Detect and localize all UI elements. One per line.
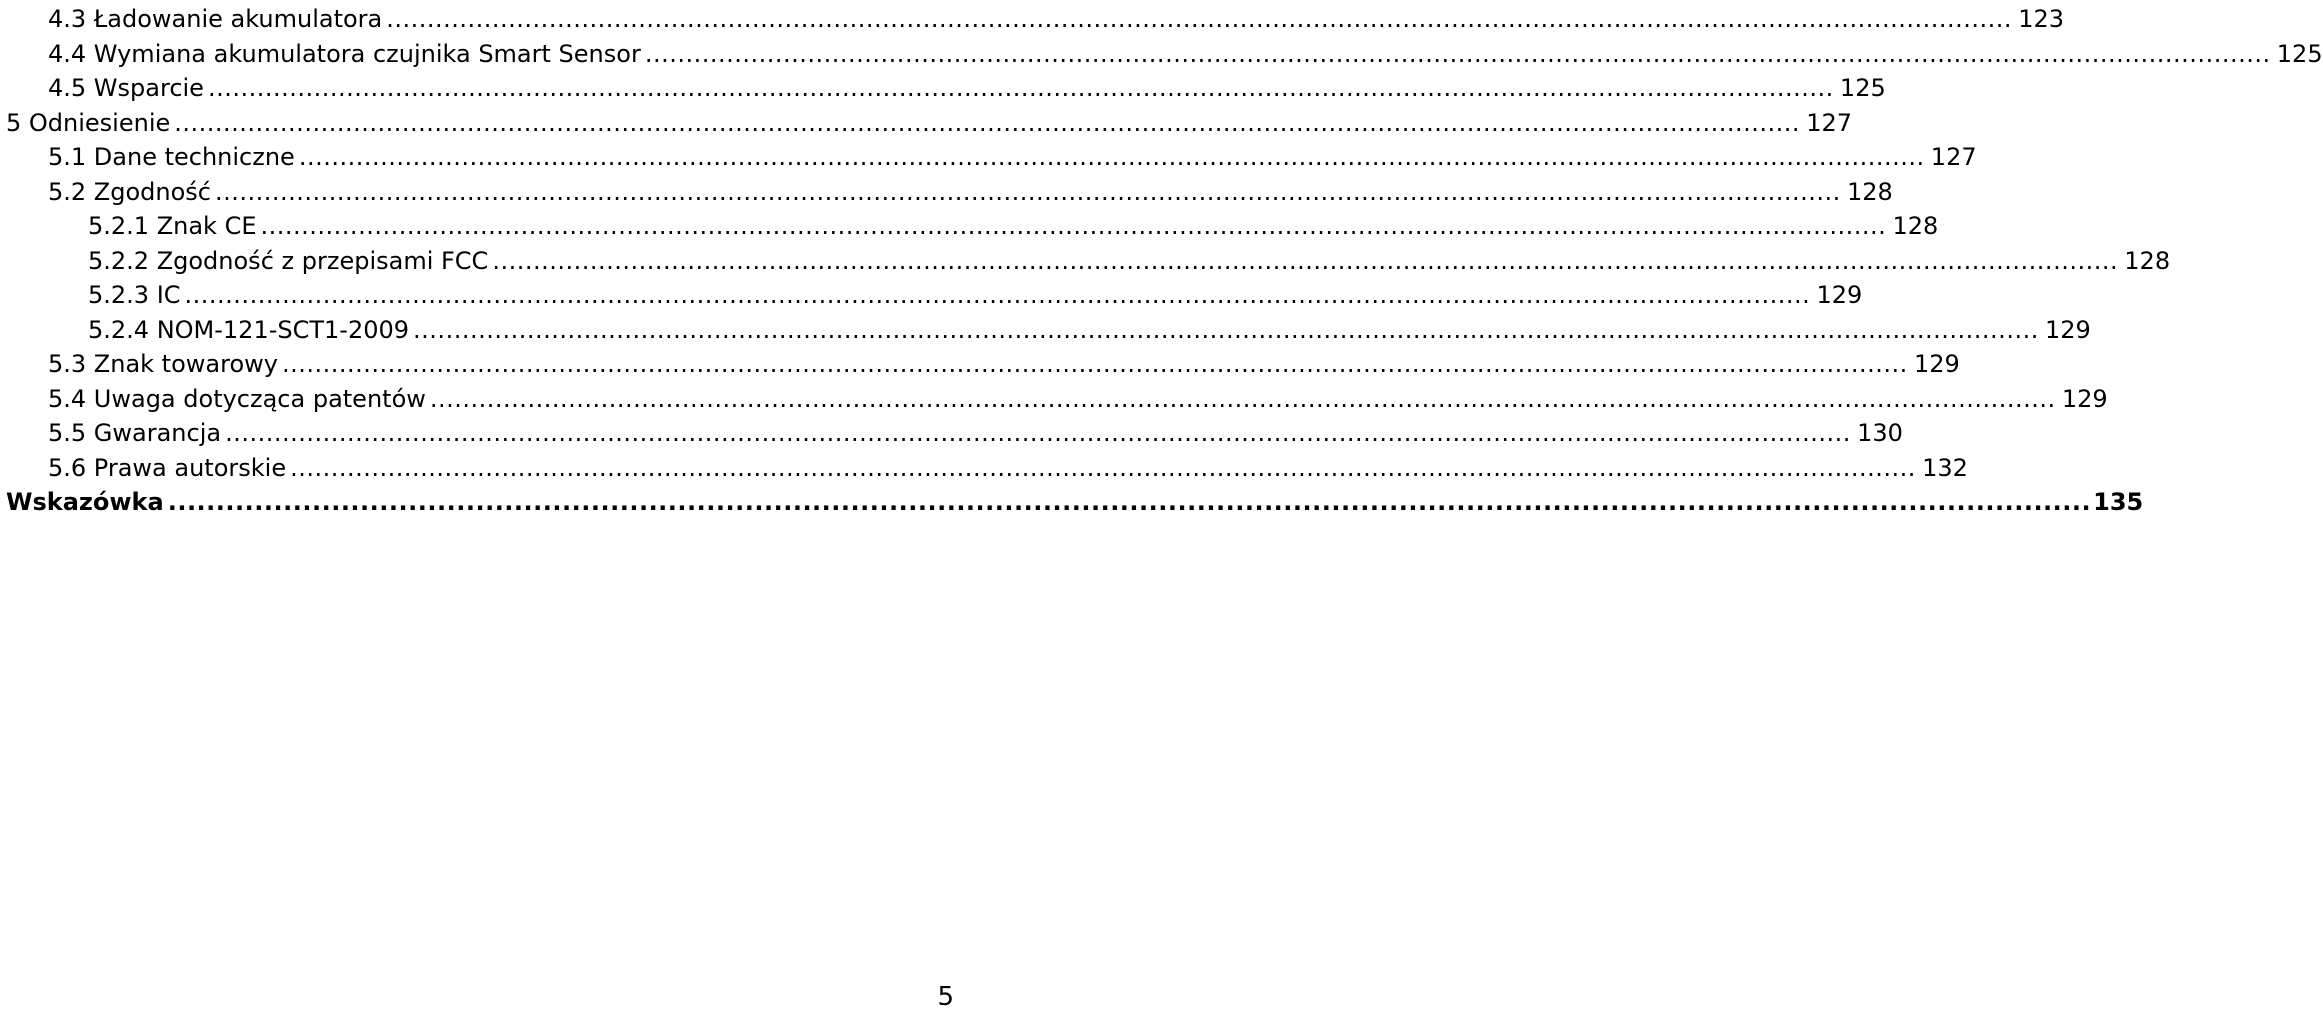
toc-entry-page: 128 [2124, 246, 2171, 275]
toc-entry-page: 135 [2093, 488, 2144, 516]
toc-entry-page: 129 [1913, 350, 1960, 378]
toc-entry[interactable] [88, 313, 2091, 347]
toc-entry-title: 5.2.2 Zgodność z przepisami FCC [88, 246, 489, 275]
toc-entry-title: Wskazówka [6, 488, 164, 516]
toc-dot-leader: ........................................................................................................................................................................................................ [167, 488, 2092, 516]
toc-entry-title: 4.5 Wsparcie [48, 74, 204, 102]
toc-entry-page: 127 [1930, 143, 1977, 171]
toc-entry-title: 5.6 Prawa autorskie [48, 453, 287, 482]
toc-entry[interactable] [48, 416, 1903, 450]
toc-entry[interactable] [48, 347, 1960, 381]
toc-dot-leader: ........................................................................................................................................................................................................ [281, 350, 1908, 378]
toc-dot-leader: ........................................................................................................................................................................................................ [214, 177, 1841, 206]
toc-dot-leader: ........................................................................................................................................................................................................ [386, 5, 2013, 33]
toc-entry[interactable] [48, 71, 1886, 105]
toc-entry-page: 123 [2018, 5, 2065, 33]
toc-entry-page: 129 [2061, 384, 2108, 413]
toc-dot-leader: ........................................................................................................................................................................................................ [429, 384, 2056, 413]
toc-dot-leader: ........................................................................................................................................................................................................ [644, 39, 2271, 68]
toc-entry-page: 128 [1846, 177, 1893, 206]
toc-entry-title: 4.3 Ładowanie akumulatora [48, 5, 383, 33]
toc-entry[interactable] [48, 2, 2065, 36]
toc-entry[interactable] [6, 485, 2144, 519]
toc-dot-leader: ........................................................................................................................................................................................................ [207, 74, 1834, 102]
toc-entry[interactable] [48, 451, 1968, 485]
toc-entry-page: 127 [1806, 108, 1853, 137]
toc-entry-page: 129 [1816, 281, 1863, 309]
toc-dot-leader: ........................................................................................................................................................................................................ [290, 453, 1916, 482]
toc-entry-title: 5.1 Dane techniczne [48, 143, 295, 171]
toc-dot-leader: ........................................................................................................................................................................................................ [174, 108, 1801, 137]
toc-entry-page: 129 [2045, 315, 2091, 344]
toc-entry-title: 5.5 Gwarancja [48, 419, 222, 447]
toc-dot-leader: ........................................................................................................................................................................................................ [298, 143, 1925, 171]
toc-entry[interactable] [48, 37, 2323, 71]
toc-entry-title: 4.4 Wymiana akumulatora czujnika Smart Sensor [48, 39, 641, 68]
toc-dot-leader: ........................................................................................................................................................................................................ [260, 212, 1887, 240]
toc-entry-title: 5.2.4 NOM-121-SCT1-2009 [88, 315, 410, 344]
toc-entry-title: 5.3 Znak towarowy [48, 350, 278, 378]
toc-entry-page: 125 [2276, 39, 2323, 68]
toc-dot-leader: ........................................................................................................................................................................................................ [184, 281, 1811, 309]
toc-entry-page: 130 [1857, 419, 1903, 447]
toc-entry[interactable] [88, 209, 1939, 243]
toc-dot-leader: ........................................................................................................................................................................................................ [413, 315, 2039, 344]
toc-entry[interactable] [48, 140, 1977, 174]
toc-dot-leader: ........................................................................................................................................................................................................ [225, 419, 1851, 447]
toc-entry[interactable] [88, 278, 1863, 312]
toc-entry[interactable] [6, 106, 1853, 140]
toc-entry-page: 132 [1922, 453, 1968, 482]
toc-entry-title: 5.4 Uwaga dotycząca patentów [48, 384, 426, 413]
toc-entry[interactable] [88, 244, 2171, 278]
toc-entry-page: 128 [1892, 212, 1939, 240]
toc-entry[interactable] [48, 382, 2108, 416]
page-number: 5 [937, 982, 954, 1012]
toc-entry-title: 5.2.3 IC [88, 281, 181, 309]
toc-dot-leader: ........................................................................................................................................................................................................ [492, 246, 2119, 275]
toc-entry-title: 5.2.1 Znak CE [88, 212, 257, 240]
toc-entry-title: 5 Odniesienie [6, 108, 171, 137]
toc-entry-title: 5.2 Zgodność [48, 177, 211, 206]
toc-entry-page: 125 [1839, 74, 1886, 102]
toc-entry[interactable] [48, 175, 1893, 209]
